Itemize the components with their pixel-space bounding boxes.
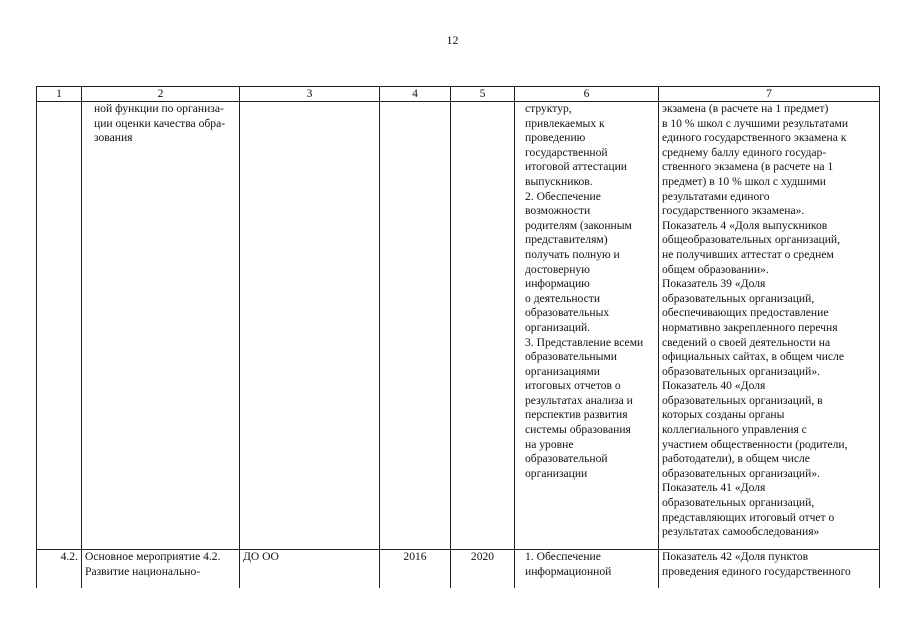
text-line: на уровне (525, 437, 574, 451)
cell-indicators (659, 550, 880, 589)
text-line: участием общественности (родители, (662, 437, 848, 451)
text-line: сведений о своей деятельности на (662, 335, 831, 349)
header-cell: 3 (240, 87, 380, 102)
text-line: образовательных организаций, (662, 496, 815, 510)
header-cell: 6 (515, 87, 659, 102)
text-line: результатами единого (662, 189, 770, 203)
text-line: родителям (законным (525, 218, 632, 232)
text-line: общем образовании». (662, 262, 769, 276)
text-line: нормативно закрепленного перечня (662, 320, 838, 334)
text-line: Основное мероприятие 4.2. (85, 550, 221, 563)
text-line: образовательной (525, 452, 608, 466)
text-line: Показатель 42 «Доля пунктов (662, 550, 809, 563)
measures-table (36, 86, 880, 588)
text-line: образовательных организаций». (662, 364, 821, 378)
cell-start-year (380, 102, 451, 550)
text-line: государственного экзамена». (662, 204, 805, 218)
text-line: представителям) (525, 233, 608, 247)
cell-measure-name (82, 102, 240, 550)
text-line: ной функции по организа- (94, 102, 224, 115)
table-row (37, 102, 880, 550)
text-line: ции оценки качества обра- (94, 116, 226, 130)
text-line: среднему баллу единого государ- (662, 145, 827, 159)
text-line: государственной (525, 145, 608, 159)
page-number: 12 (446, 33, 459, 47)
text-line: образовательных организаций, в (662, 393, 823, 407)
text-line: Показатель 41 «Доля (662, 481, 766, 495)
text-line: организациями (525, 364, 600, 378)
header-cell: 4 (380, 87, 451, 102)
text-line: достоверную (525, 262, 590, 276)
text-line: организаций. (525, 320, 591, 334)
header-cell: 7 (659, 87, 880, 102)
text-line: Показатель 40 «Доля (662, 379, 766, 393)
text-line: Показатель 39 «Доля (662, 277, 766, 291)
cell-executor (240, 102, 380, 550)
text-line: образовательными (525, 350, 617, 364)
text-line: не получивших аттестат о среднем (662, 247, 834, 261)
cell-expected-result (515, 102, 659, 550)
text-line: образовательных (525, 306, 610, 320)
text-line: зования (94, 131, 133, 145)
text-line: получать полную и (525, 247, 620, 261)
text-line: привлекаемых к (525, 116, 605, 130)
header-cell: 2 (82, 87, 240, 102)
text-line: предмет) в 10 % школ с худшими (662, 174, 826, 188)
text-line: ственного экзамена (в расчете на 1 (662, 160, 834, 174)
text-line: результатах самообследования» (662, 525, 820, 539)
text-line: 2. Обеспечение (525, 189, 601, 203)
text-line: Показатель 4 «Доля выпускников (662, 218, 828, 232)
text-line: образовательных организаций». (662, 466, 821, 480)
text-line: системы образования (525, 423, 631, 437)
cell-end-year: 2020 (451, 550, 515, 589)
text-line: информационной (525, 564, 612, 578)
cell-end-year (451, 102, 515, 550)
text-line: результатах анализа и (525, 393, 633, 407)
text-line: итоговой аттестации (525, 160, 627, 174)
cell-executor: ДО ОО (240, 550, 380, 589)
cell-number (37, 102, 82, 550)
text-line: коллегиального управления с (662, 423, 807, 437)
cell-indicators (659, 102, 880, 550)
text-line: выпускников. (525, 174, 593, 188)
text-line: 3. Представление всеми (525, 335, 644, 349)
text-line: Развитие национально- (85, 564, 201, 578)
cell-number: 4.2. (37, 550, 82, 589)
text-line: общеобразовательных организаций, (662, 233, 840, 247)
header-cell: 5 (451, 87, 515, 102)
text-line: работодатели), в общем числе (662, 452, 810, 466)
text-line: перспектив развития (525, 408, 628, 422)
text-line: представляющих итоговый отчет о (662, 510, 835, 524)
cell-measure-name (82, 550, 240, 589)
text-line: возможности (525, 204, 591, 218)
text-line: проведению (525, 131, 586, 145)
text-line: в 10 % школ с лучшими результатами (662, 116, 849, 130)
text-line: экзамена (в расчете на 1 предмет) (662, 102, 829, 115)
text-line: которых созданы органы (662, 408, 785, 422)
text-line: структур, (525, 102, 572, 115)
cell-expected-result (515, 550, 659, 589)
text-line: итоговых отчетов о (525, 379, 621, 393)
text-line: 1. Обеспечение (525, 550, 601, 563)
text-line: организации (525, 466, 588, 480)
text-line: о деятельности (525, 291, 601, 305)
text-line: единого государственного экзамена к (662, 131, 847, 145)
text-line: официальных сайтах, в общем числе (662, 350, 845, 364)
header-cell: 1 (37, 87, 82, 102)
cell-start-year: 2016 (380, 550, 451, 589)
table-header-row (37, 87, 880, 102)
text-line: обеспечивающих предоставление (662, 306, 829, 320)
text-line: образовательных организаций, (662, 291, 815, 305)
text-line: информацию (525, 277, 590, 291)
table-row (37, 550, 880, 589)
text-line: проведения единого государственного (662, 564, 851, 578)
